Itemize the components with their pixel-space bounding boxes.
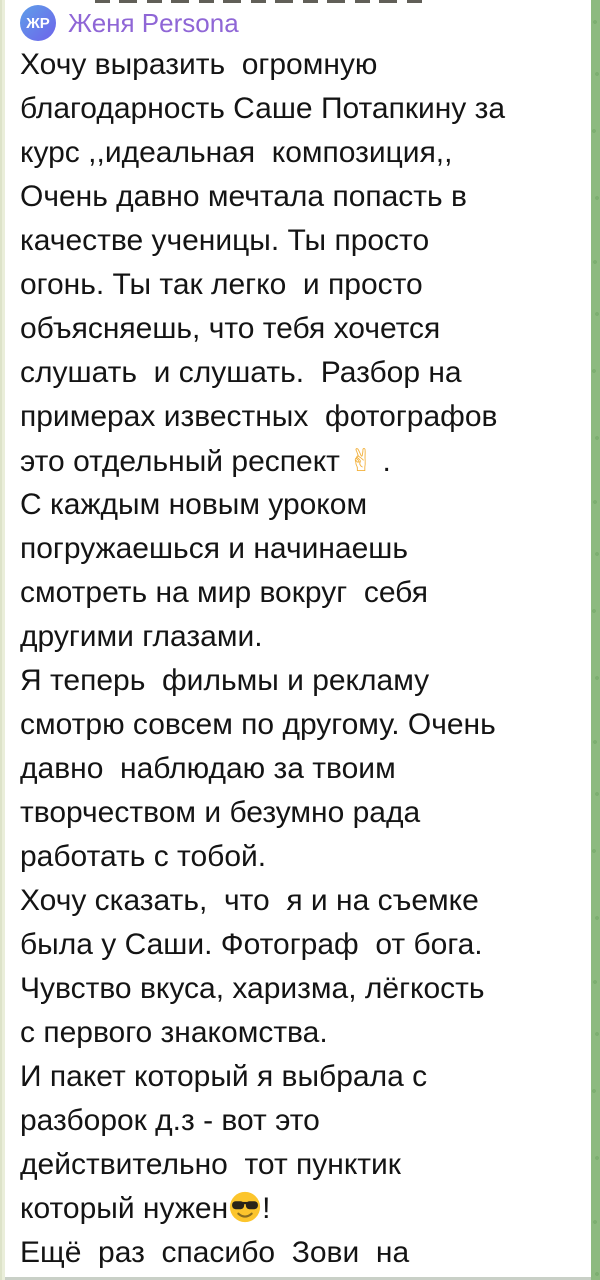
- message-line: Хочу сказать, что я и на съемке: [20, 884, 479, 917]
- wallpaper-right-edge: [591, 0, 600, 1280]
- message-line: другими глазами.: [20, 620, 263, 653]
- wallpaper-left-edge: [0, 0, 5, 1280]
- message-line: слушать и слушать. Разбор на: [20, 356, 462, 389]
- message-line: примерах известных фотографов: [20, 400, 498, 433]
- message-line: давно наблюдаю за твоим: [20, 752, 396, 785]
- cropped-message-above-remnant: [95, 0, 427, 3]
- victory-hand-emoji: ✌: [348, 443, 375, 479]
- message-line: И пакет который я выбрала с: [20, 1060, 428, 1093]
- message-line: курс ,,идеальная композиция,,: [20, 136, 453, 169]
- message-line: работать с тобой.: [20, 840, 267, 873]
- message-line: действительно тот пунктик: [20, 1148, 401, 1181]
- message-text: [20, 43, 591, 1275]
- message-line: смотрю совсем по другому. Очень: [20, 708, 496, 741]
- message-line: Чувство вкуса, харизма, лёгкость: [20, 972, 485, 1005]
- message-line: Очень давно мечтала попасть в: [20, 180, 467, 213]
- message-line: огонь. Ты так легко и просто: [20, 268, 423, 301]
- message-line: Хочу выразить огромную: [20, 48, 378, 81]
- message-line: Ещё раз спасибо Зови на: [20, 1236, 410, 1269]
- message-bubble[interactable]: [5, 0, 591, 1275]
- sender-header: [20, 3, 591, 43]
- message-line: Я теперь фильмы и рекламу: [20, 664, 430, 697]
- message-line: творчеством и безумно рада: [20, 796, 421, 829]
- avatar-initials: ЖР: [26, 14, 50, 32]
- message-line: качестве ученицы. Ты просто: [20, 224, 430, 257]
- message-line: смотреть на мир вокруг себя: [20, 576, 428, 609]
- message-line: с первого знакомства.: [20, 1016, 328, 1049]
- message-line: благодарность Саше Потапкину за: [20, 92, 506, 125]
- message-line: разборок д.з - вот это: [20, 1104, 320, 1137]
- message-line: объясняешь, что тебя хочется: [20, 312, 441, 345]
- message-line: погружаешься и начинаешь: [20, 532, 408, 565]
- sender-name[interactable]: Женя Persona: [68, 7, 239, 38]
- message-line: который нужен !: [20, 1192, 271, 1225]
- message-line: С каждым новым уроком: [20, 488, 368, 521]
- message-line: это отдельный респект ✌ .: [20, 443, 391, 479]
- sender-avatar[interactable]: [20, 5, 56, 41]
- message-line: была у Саши. Фотограф от бога.: [20, 928, 483, 961]
- sunglasses-emoji: [229, 1191, 261, 1223]
